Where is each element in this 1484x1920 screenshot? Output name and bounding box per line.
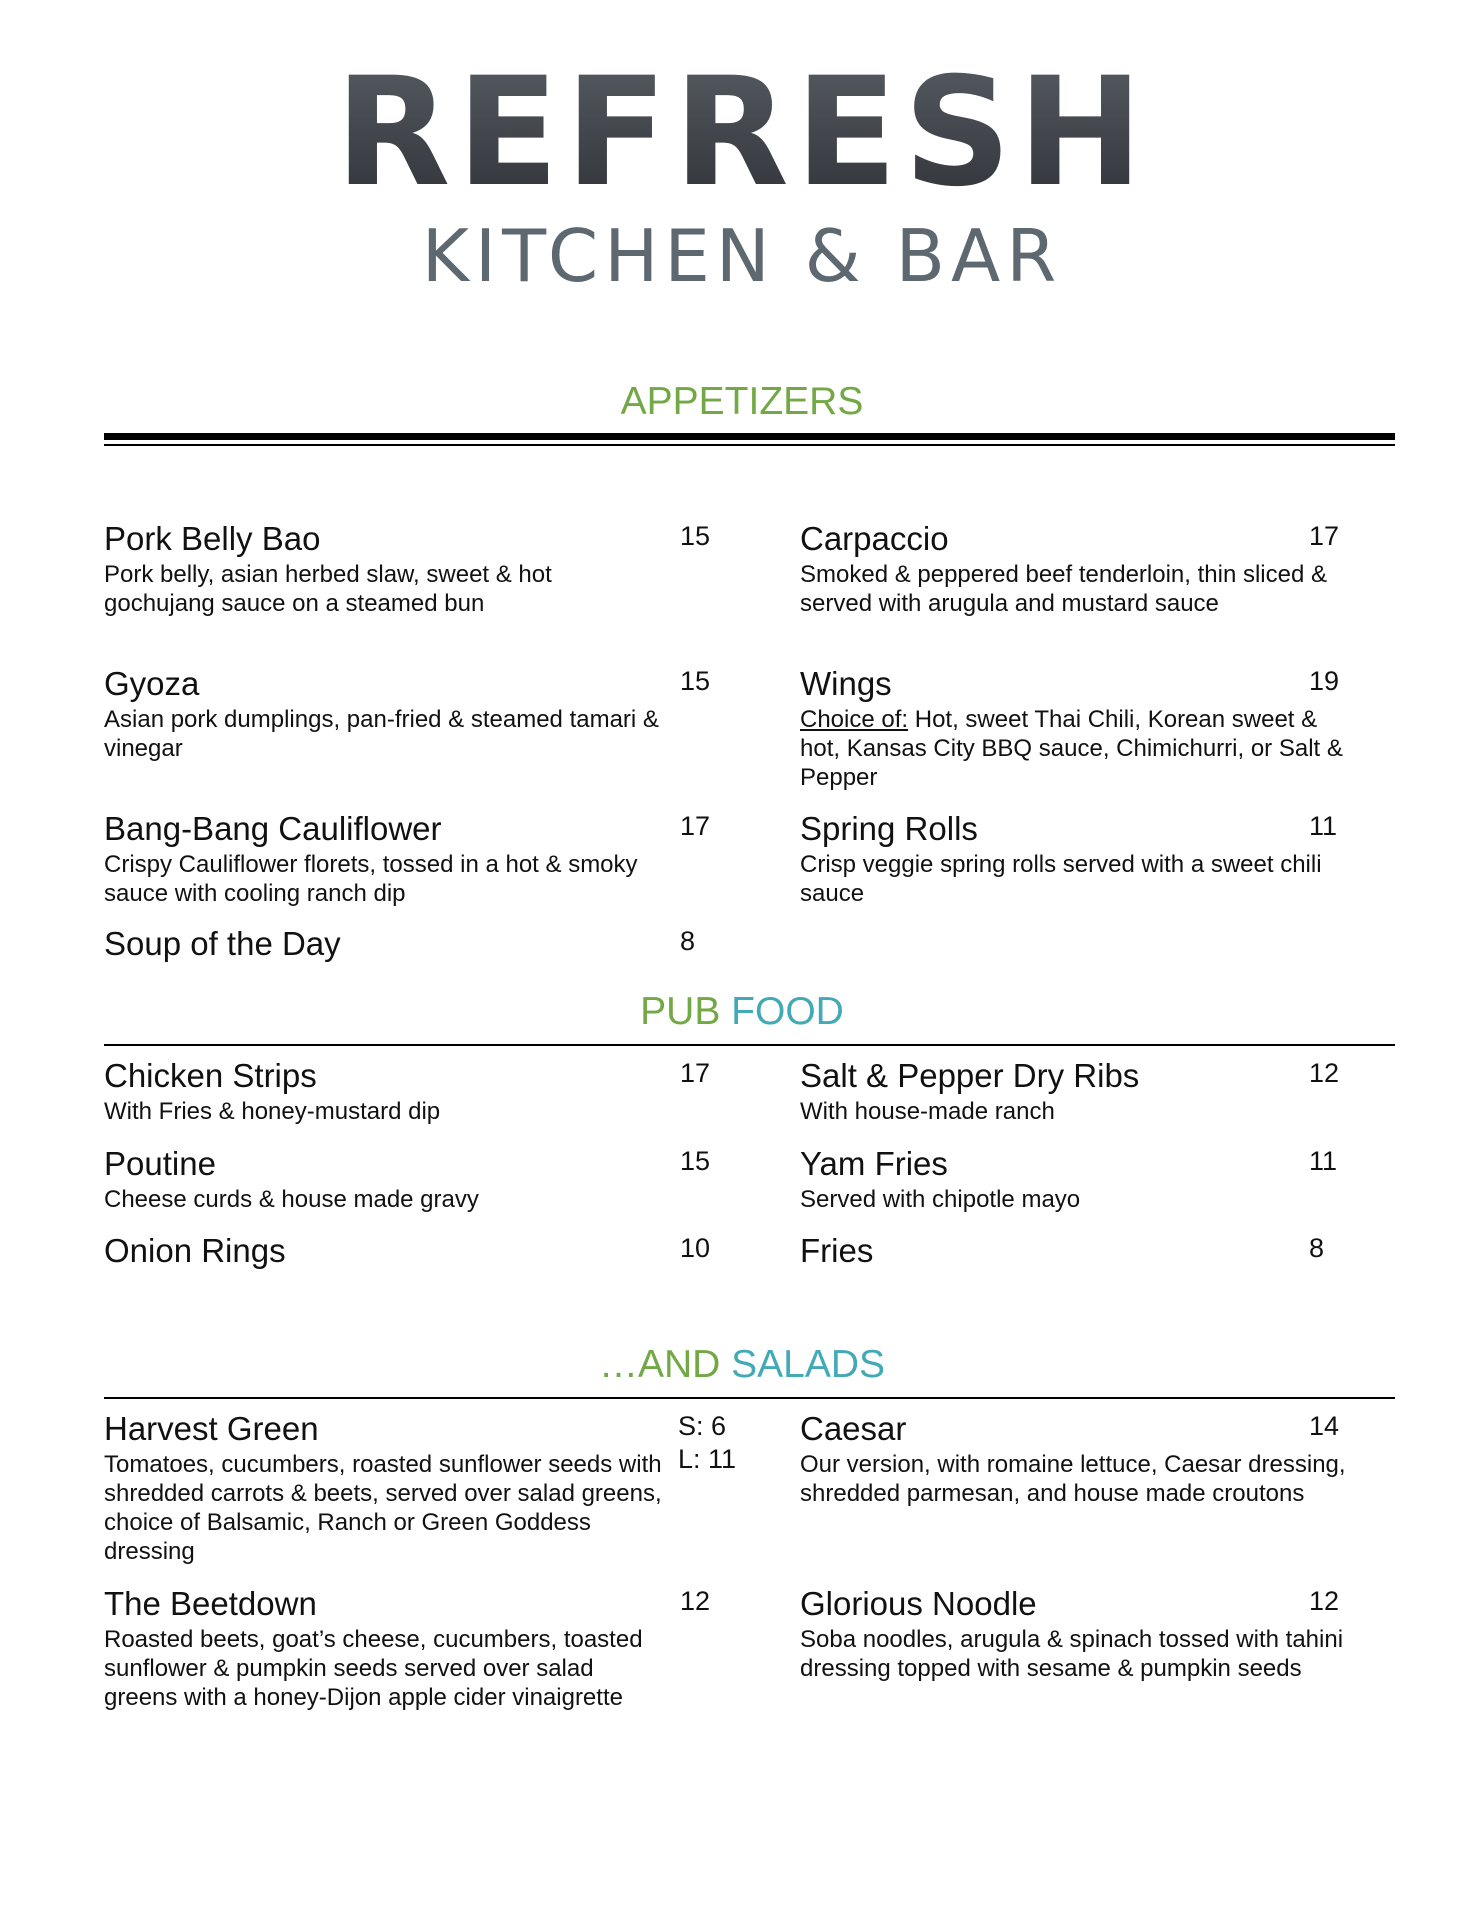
item-price: 12 bbox=[680, 1586, 711, 1616]
item-price: 11 bbox=[1309, 1146, 1338, 1176]
item-description: Crispy Cauliflower florets, tossed in a hot & smoky sauce with cooling ranch dip bbox=[104, 851, 638, 907]
salads-divider bbox=[104, 1397, 1395, 1399]
menu-item bbox=[800, 520, 1360, 618]
item-name: Salt & Pepper Dry Ribs bbox=[800, 1057, 1140, 1094]
heading-part: SALADS bbox=[720, 1343, 886, 1386]
item-description: Roasted beets, goat’s cheese, cucumbers, toasted sunflower & pumpkin seeds served over salad greens with a honey-Dijon apple cider vinaigrette bbox=[104, 1626, 643, 1711]
item-name: Bang-Bang Cauliflower bbox=[104, 810, 442, 847]
item-price: 19 bbox=[1309, 666, 1340, 696]
item-description bbox=[800, 705, 1360, 792]
item-name: Onion Rings bbox=[104, 1232, 286, 1269]
heading-part: PUB bbox=[640, 990, 721, 1033]
menu-item bbox=[104, 1232, 664, 1270]
item-price: 14 bbox=[1309, 1411, 1340, 1441]
item-name: Spring Rolls bbox=[800, 810, 978, 847]
item-price: 15 bbox=[680, 521, 711, 551]
item-description: Tomatoes, cucumbers, roasted sunflower seeds with shredded carrots & beets, served over salad greens, choice of Balsamic, Ranch or Green Goddess dressing bbox=[104, 1451, 662, 1565]
item-description: With Fries & honey-mustard dip bbox=[104, 1098, 441, 1125]
item-price: 17 bbox=[1309, 521, 1340, 551]
item-description: Our version, with romaine lettuce, Caesar dressing, shredded parmesan, and house made croutons bbox=[800, 1451, 1346, 1507]
item-description: Pork belly, asian herbed slaw, sweet & hot gochujang sauce on a steamed bun bbox=[104, 561, 552, 617]
item-description: Asian pork dumplings, pan-fried & steamed tamari & vinegar bbox=[104, 706, 659, 762]
item-name: Poutine bbox=[104, 1145, 216, 1182]
pub-food-heading bbox=[0, 990, 1484, 1034]
item-name: Glorious Noodle bbox=[800, 1585, 1037, 1622]
pub-food-divider bbox=[104, 1044, 1395, 1046]
item-price-large: L: 11 bbox=[678, 1444, 737, 1474]
menu-item bbox=[800, 1057, 1360, 1126]
appetizers-heading: APPETIZERS bbox=[620, 380, 864, 423]
menu-item bbox=[104, 1145, 664, 1214]
item-description: With house-made ranch bbox=[800, 1098, 1055, 1125]
menu-item bbox=[104, 1585, 664, 1712]
menu-item bbox=[800, 1145, 1360, 1214]
salads-heading bbox=[0, 1343, 1484, 1387]
item-name: Carpaccio bbox=[800, 520, 949, 557]
item-description: Crisp veggie spring rolls served with a sweet chili sauce bbox=[800, 851, 1322, 907]
item-description: Cheese curds & house made gravy bbox=[104, 1186, 479, 1213]
appetizers-divider bbox=[104, 433, 1395, 447]
item-price: 8 bbox=[680, 926, 696, 956]
item-price: 15 bbox=[680, 666, 711, 696]
item-price: 17 bbox=[680, 1058, 711, 1088]
item-description: Served with chipotle mayo bbox=[800, 1186, 1081, 1213]
item-name: Yam Fries bbox=[800, 1145, 948, 1182]
item-name: Harvest Green bbox=[104, 1410, 319, 1447]
item-name: Wings bbox=[800, 665, 892, 702]
item-price: 12 bbox=[1309, 1058, 1340, 1088]
menu-item bbox=[800, 1585, 1360, 1683]
item-name: Pork Belly Bao bbox=[104, 520, 321, 557]
menu-item bbox=[104, 1410, 664, 1566]
logo-title: REFRESH bbox=[335, 46, 1149, 220]
menu-item bbox=[104, 1057, 664, 1126]
item-price-small: S: 6 bbox=[678, 1411, 727, 1441]
menu-item bbox=[104, 520, 664, 618]
item-price: 11 bbox=[1309, 811, 1338, 841]
item-description: Smoked & peppered beef tenderloin, thin sliced & served with arugula and mustard sauce bbox=[800, 561, 1328, 617]
item-price: 12 bbox=[1309, 1586, 1340, 1616]
item-name: Chicken Strips bbox=[104, 1057, 317, 1094]
item-price: 17 bbox=[680, 811, 711, 841]
item-name: The Beetdown bbox=[104, 1585, 317, 1622]
menu-item bbox=[104, 925, 664, 963]
item-name: Fries bbox=[800, 1232, 874, 1269]
item-price: 10 bbox=[680, 1233, 711, 1263]
item-description-text: Hot, sweet Thai Chili, Korean sweet & hot, Kansas City BBQ sauce, Chimichurri, or Salt & Pepper bbox=[800, 706, 1343, 791]
item-price: 8 bbox=[1309, 1233, 1325, 1263]
item-description: Soba noodles, arugula & spinach tossed with tahini dressing topped with sesame & pumpkin seeds bbox=[800, 1626, 1344, 1682]
choice-of-label: Choice of: bbox=[800, 706, 909, 733]
item-name: Gyoza bbox=[104, 665, 200, 702]
menu-item bbox=[800, 810, 1360, 908]
menu-item bbox=[104, 665, 664, 763]
menu-item bbox=[800, 1410, 1360, 1508]
heading-part: FOOD bbox=[720, 990, 844, 1033]
menu-item bbox=[800, 1232, 1360, 1270]
menu-item bbox=[104, 810, 664, 908]
item-name: Soup of the Day bbox=[104, 925, 341, 962]
item-price: 15 bbox=[680, 1146, 711, 1176]
heading-part: …AND bbox=[598, 1343, 721, 1386]
item-name: Caesar bbox=[800, 1410, 907, 1447]
logo-subtitle: KITCHEN & BAR bbox=[421, 214, 1063, 298]
menu-item bbox=[800, 665, 1360, 792]
